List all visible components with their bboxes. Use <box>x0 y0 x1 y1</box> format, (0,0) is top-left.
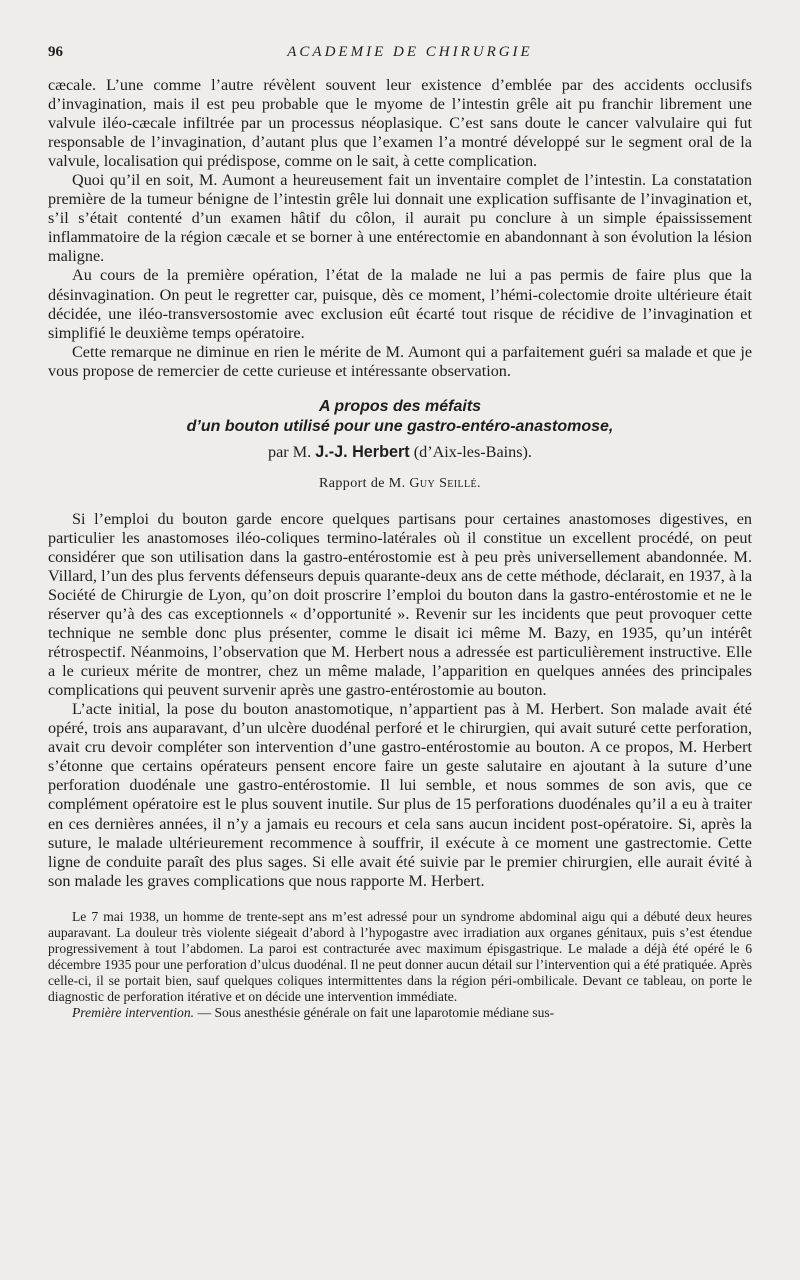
section-title-line: d’un bouton utilisé pour une gastro-entéro-anastomose, <box>186 417 614 435</box>
byline-author: J.-J. Herbert <box>315 442 410 461</box>
section-title <box>48 397 752 437</box>
page-header <box>48 44 752 68</box>
top-body <box>48 76 752 381</box>
rapport-line <box>48 476 752 492</box>
byline-suffix: (d’Aix-les-Bains). <box>413 442 532 461</box>
case-paragraph: Le 7 mai 1938, un homme de trente-sept ans m’est adressé pour un syndrome abdominal aigu qui a débuté deux heures auparavant. La douleur très violente siégeait d’abord à l’hypogastre avec irradiation aux organes génitaux, puis s’est étendue progressivement à tout l’abdomen. La paroi est contracturée avec maximum épisgastrique. Le malade a déjà été opéré le 6 décembre 1935 pour une perforation d’ulcus duodénal. Il ne peut donner aucun détail sur l’intervention qui a été pratiquée. Après celle-ci, il se portait bien, sauf quelques coliques intermittentes dans la région péri-ombilicale. Devant ce tableau, on porte le diagnostic de perforation itérative et on décide une intervention immédiate. <box>48 908 752 1004</box>
paragraph: L’acte initial, la pose du bouton anastomotique, n’appartient pas à M. Herbert. Son malade avait été opéré, trois ans auparavant, d’un ulcère duodénal perforé et le chirurgien, qui avait suturé cette perforation, avait cru devoir compléter son intervention d’une gastro-entérostomie au bouton. A ce propos, M. Herbert s’étonne que certains opérateurs pensent encore faire un geste salutaire en ajoutant à la suture d’une perforation duodénale une gastro-entérostomie. Il lui semble, et nous sommes de son avis, que ce complément opératoire est le plus souvent inutile. Sur plus de 15 perforations duodénales qu’il a eu à traiter en ces dernières années, il n’y a jamais eu recours et cela sans aucun incident post-opératoire. Si, après la suture, le malade ultérieurement recommence à souffrir, il exécute à ce moment une gastrectomie. Cette ligne de conduite paraît des plus sages. Si elle avait été suivie par le premier chirurgien, elle aurait évité à son malade les graves complications que nous rapporte M. Herbert. <box>48 700 752 890</box>
case-report <box>48 909 752 1021</box>
paragraph: Au cours de la première opération, l’état de la malade ne lui a pas permis de faire plus que la désinvagination. On peut le regretter car, puisque, dès ce moment, l’hémi-colectomie droite ultérieure était décidée, une iléo-transversostomie avec exclusion eût écarté tout risque de récidive de l’invagination et simplifié le deuxième temps opératoire. <box>48 266 752 342</box>
case-paragraph-last <box>48 1005 752 1021</box>
paragraph: Cette remarque ne diminue en rien le mérite de M. Aumont qui a parfaitement guéri sa malade et que je vous propose de remercier de cette curieuse et intéressante observation. <box>48 342 752 380</box>
section-title-line: A propos des méfaits <box>318 397 482 415</box>
paragraph: Quoi qu’il en soit, M. Aumont a heureusement fait un inventaire complet de l’intestin. La constatation première de la tumeur bénigne de l’intestin grêle lui donnait une explication suffisante de l’invagination et, s’il s’était contenté d’un examen hâtif du côlon, il aurait pu conclure à un simple épaississement inflammatoire de la région cæcale et se borner à une entérectomie en abandonnant à son évolution la lésion maligne. <box>48 171 752 266</box>
running-head: ACADEMIE DE CHIRURGIE <box>287 44 533 60</box>
case-text: — Sous anesthésie générale on fait une laparotomie médiane sus- <box>194 1004 555 1020</box>
paragraph: cæcale. L’une comme l’autre révèlent souvent leur existence d’emblée par des accidents occlusifs d’invagination, mais il est peu probable que le myome de l’intestin grêle ait pu franchir librement une valvule iléo-cæcale infiltrée par un processus néoplasique. C’est sans doute le cancer valvulaire qui fut responsable de l’invagination, d’autant plus que l’examen l’a montré développé sur le segment oral de la valvule, localisation qui prédispose, comme on le sait, à cette complication. <box>48 76 752 171</box>
byline <box>48 442 752 462</box>
case-label: Première intervention. <box>72 1004 195 1020</box>
byline-prefix: par M. <box>268 442 312 461</box>
paragraph: Si l’emploi du bouton garde encore quelques partisans pour certaines anastomoses digestives, en particulier les anastomoses iléo-coliques termino-latérales où il constitue un excellent procédé, on peut considérer que son utilisation dans la gastro-entérostomie est à peu près universellement abandonnée. M. Villard, l’un des plus fervents défenseurs depuis quarante-deux ans de cette méthode, déclarait, en 1937, à la Société de Chirurgie de Lyon, qu’on doit proscrire l’emploi du bouton dans la gastro-entérostomie et ne le réserver qu’à des cas exceptionnels « d’opportunité ». Revenir sur les incidents que peut provoquer cette technique ne semble donc plus présenter, comme le disait ici même M. Bazy, en 1935, qu’un intérêt rétrospectif. Néanmoins, l’observation que M. Herbert nous a adressée est particulièrement instructive. Elle a le curieux mérite de montrer, chez un même malade, l’apparition en quelques années des principales complications qui peuvent survenir après une gastro-entérostomie au bouton. <box>48 509 752 700</box>
page-number: 96 <box>48 44 63 60</box>
section-body <box>48 510 752 891</box>
rapport-name: Guy Seillé. <box>409 475 481 491</box>
rapport-prefix: Rapport de M. <box>319 475 406 491</box>
